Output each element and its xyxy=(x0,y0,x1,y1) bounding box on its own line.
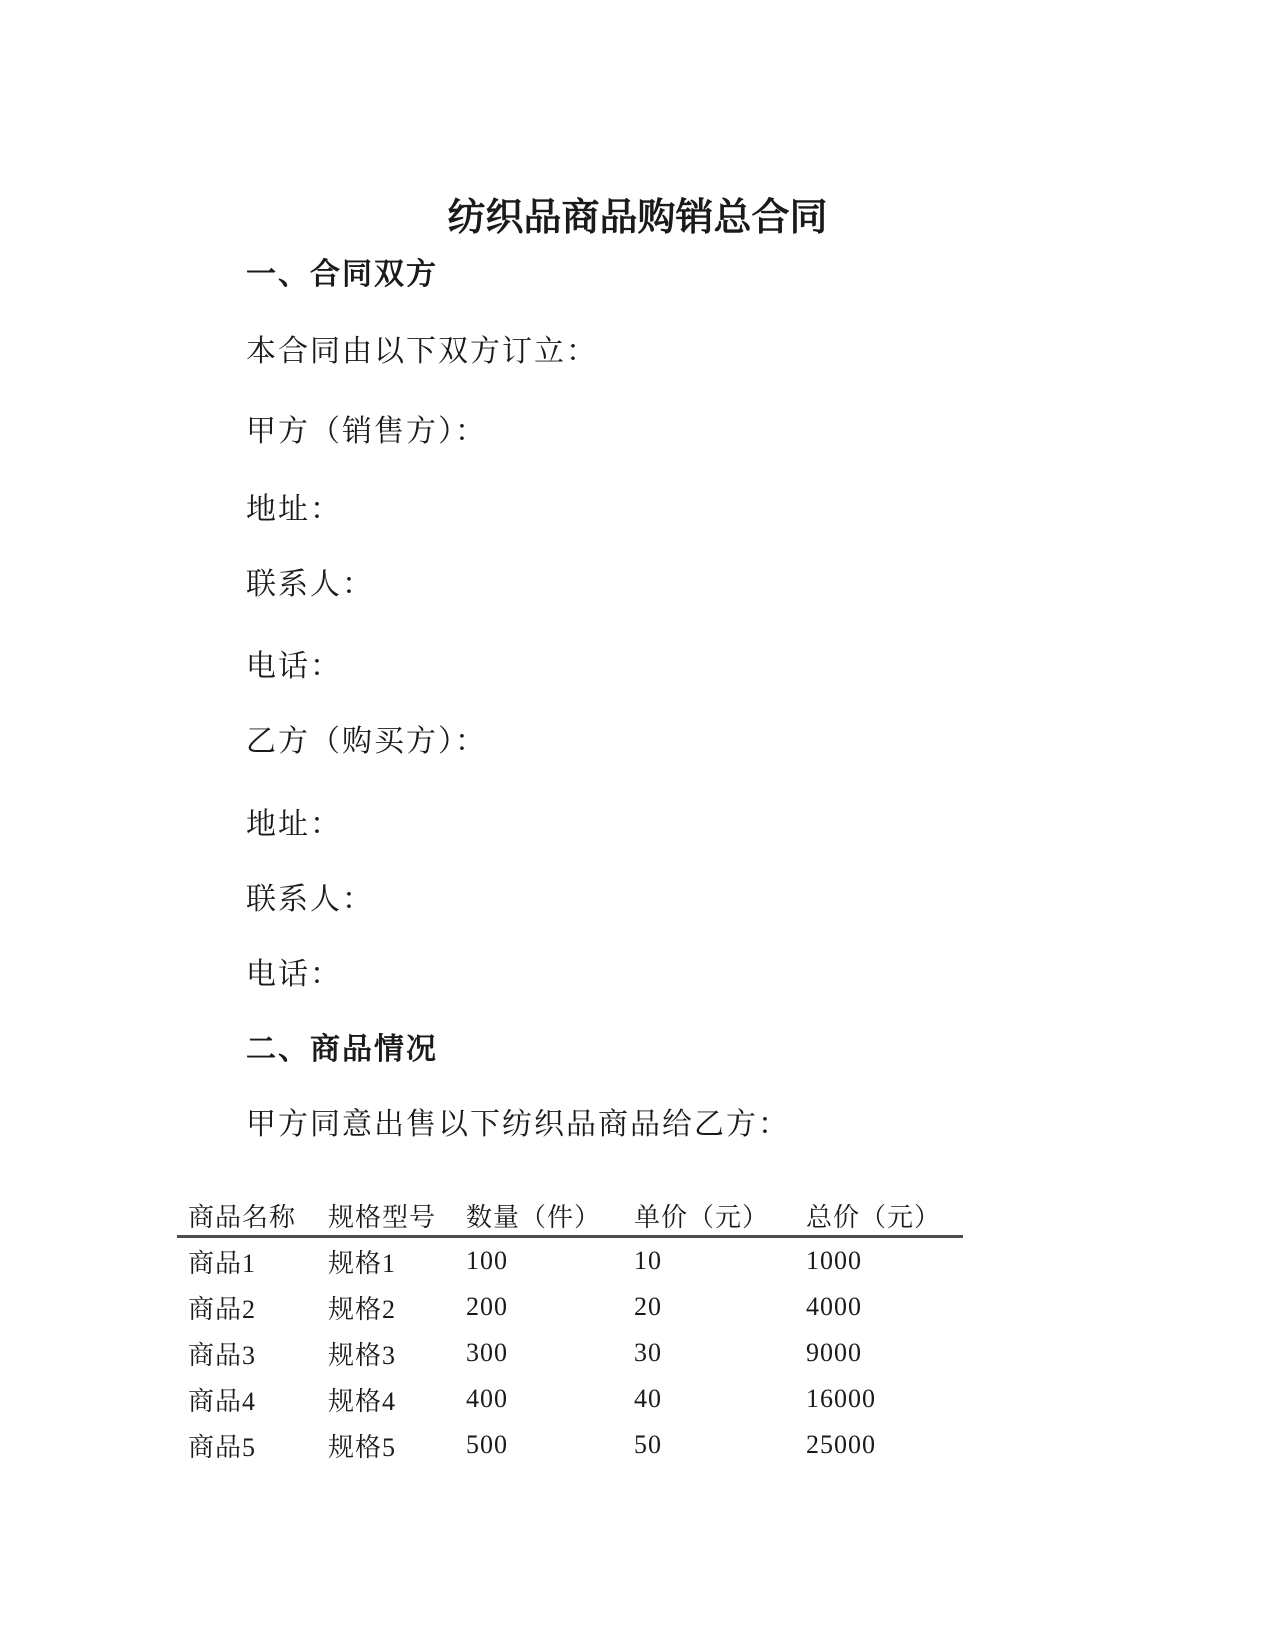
col-header-quantity: 数量（件） xyxy=(455,1196,623,1237)
unit-price-cell: 10 xyxy=(634,1246,662,1275)
col-header-spec-model: 规格型号 xyxy=(317,1196,455,1237)
party-a-label: 甲方（销售方）： xyxy=(246,415,487,448)
goods-intro-text: 甲方同意出售以下纺织品商品给乙方： xyxy=(246,1108,790,1141)
party-b-phone-label: 电话： xyxy=(246,958,342,991)
unit-price-cell: 50 xyxy=(634,1430,662,1459)
quantity-cell: 100 xyxy=(466,1246,508,1275)
product-name-cell: 商品4 xyxy=(188,1386,257,1416)
spec-model-cell: 规格4 xyxy=(328,1386,397,1416)
table-row xyxy=(177,1330,963,1376)
table-row xyxy=(177,1237,963,1285)
quantity-cell: 200 xyxy=(466,1292,508,1321)
document-title: 纺织品商品购销总合同 xyxy=(447,197,828,239)
total-price-cell: 25000 xyxy=(806,1430,876,1459)
party-b-contact-label: 联系人： xyxy=(246,883,374,916)
total-price-cell: 16000 xyxy=(806,1384,876,1413)
table-row xyxy=(177,1376,963,1422)
goods-table xyxy=(177,1196,963,1468)
party-b-address-label: 地址： xyxy=(246,808,342,841)
party-a-address-label: 地址： xyxy=(246,493,342,526)
spec-model-cell: 规格5 xyxy=(328,1432,397,1462)
total-price-cell: 4000 xyxy=(806,1292,862,1321)
party-b-label: 乙方（购买方）： xyxy=(246,725,487,758)
section-goods-heading: 二、商品情况 xyxy=(246,1033,438,1066)
spec-model-cell: 规格2 xyxy=(328,1294,397,1324)
table-header-row xyxy=(177,1196,963,1237)
unit-price-cell: 30 xyxy=(634,1338,662,1367)
product-name-cell: 商品1 xyxy=(188,1248,257,1278)
product-name-cell: 商品5 xyxy=(188,1432,257,1462)
section-parties-heading: 一、合同双方 xyxy=(246,258,438,291)
spec-model-cell: 规格3 xyxy=(328,1340,397,1370)
col-header-unit-price: 单价（元） xyxy=(623,1196,795,1237)
col-header-product-name: 商品名称 xyxy=(177,1196,317,1237)
spec-model-cell: 规格1 xyxy=(328,1248,397,1278)
total-price-cell: 1000 xyxy=(806,1246,862,1275)
product-name-cell: 商品3 xyxy=(188,1340,257,1370)
quantity-cell: 400 xyxy=(466,1384,508,1413)
parties-intro-text: 本合同由以下双方订立： xyxy=(246,335,598,368)
party-a-phone-label: 电话： xyxy=(246,650,342,683)
quantity-cell: 500 xyxy=(466,1430,508,1459)
table-row xyxy=(177,1284,963,1330)
total-price-cell: 9000 xyxy=(806,1338,862,1367)
col-header-total-price: 总价（元） xyxy=(795,1196,963,1237)
party-a-contact-label: 联系人： xyxy=(246,568,374,601)
unit-price-cell: 40 xyxy=(634,1384,662,1413)
product-name-cell: 商品2 xyxy=(188,1294,257,1324)
quantity-cell: 300 xyxy=(466,1338,508,1367)
unit-price-cell: 20 xyxy=(634,1292,662,1321)
table-row xyxy=(177,1422,963,1468)
